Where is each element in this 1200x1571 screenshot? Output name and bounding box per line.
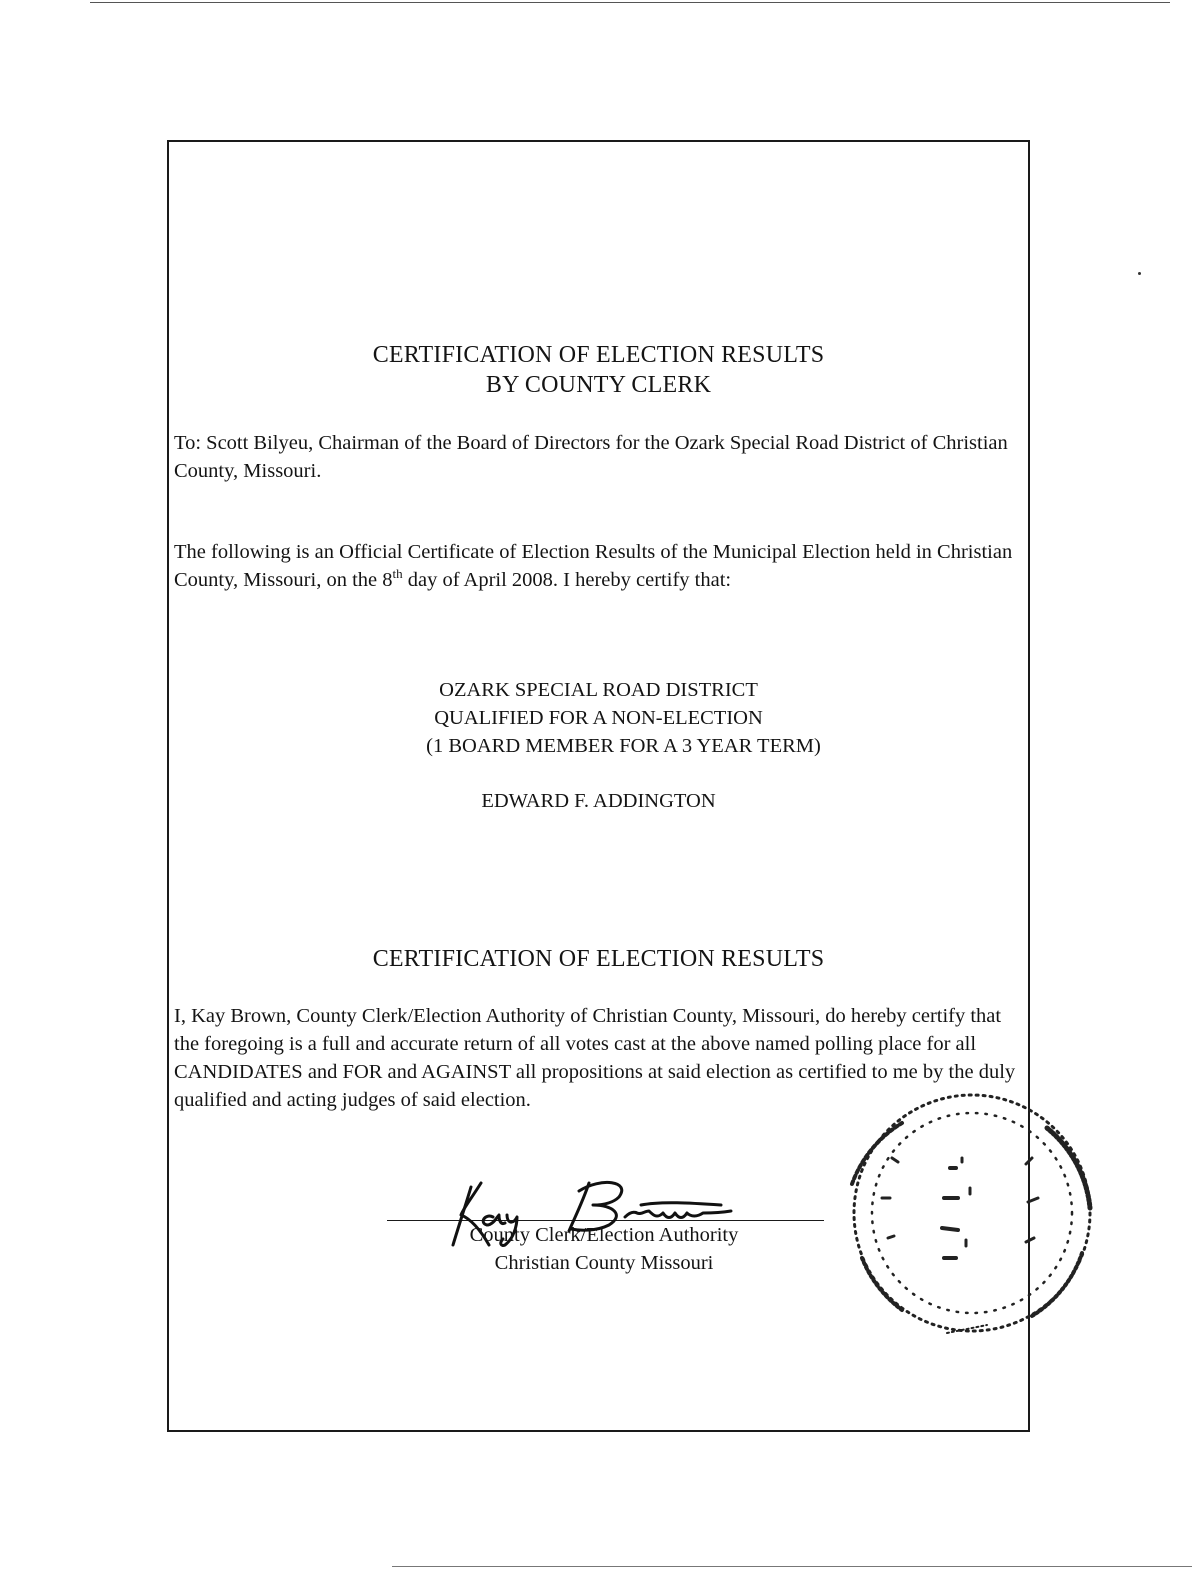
addressee-paragraph: To: Scott Bilyeu, Chairman of the Board of Directors for the Ozark Special Road District of Christian County, Missouri. xyxy=(174,432,1008,482)
intro-text-start: The following is an Official Certificate of Election Results of the Municipal Election held in Christian County, Missouri, on the 8 xyxy=(174,541,1013,591)
district-seat: (1 BOARD MEMBER FOR A 3 YEAR TERM) xyxy=(426,735,821,757)
scan-edge-top xyxy=(90,2,1170,3)
title-line-1: CERTIFICATION OF ELECTION RESULTS xyxy=(372,342,825,368)
county-seal-stamp xyxy=(832,1088,1102,1348)
scan-speck xyxy=(1138,272,1141,275)
district-name: OZARK SPECIAL ROAD DISTRICT xyxy=(439,679,758,701)
certification-paragraph: I, Kay Brown, County Clerk/Election Authority of Christian County, Missouri, do hereby certify that the foregoing is a full and accurate return of all votes cast at the above named polling place for all CANDIDATES and FOR and AGAINST all propositions at said election as certified to me by the duly qualified and acting judges of said election. xyxy=(174,1005,1016,1111)
title-line-2: BY COUNTY CLERK xyxy=(485,372,712,398)
district-status: QUALIFIED FOR A NON-ELECTION xyxy=(434,707,763,729)
scan-edge-bottom xyxy=(392,1566,1192,1567)
candidate-name: EDWARD F. ADDINGTON xyxy=(481,790,716,812)
district-block xyxy=(169,676,1028,760)
ordinal-suffix: th xyxy=(392,566,403,582)
intro-text-end: day of April 2008. I hereby certify that: xyxy=(402,569,732,591)
certificate-title xyxy=(169,340,1028,400)
certification-heading: CERTIFICATION OF ELECTION RESULTS xyxy=(372,946,825,972)
signer-county: Christian County Missouri xyxy=(494,1252,714,1274)
signer-title: County Clerk/Election Authority xyxy=(469,1224,739,1246)
signature-caption xyxy=(439,1221,769,1277)
intro-paragraph xyxy=(174,538,1030,594)
